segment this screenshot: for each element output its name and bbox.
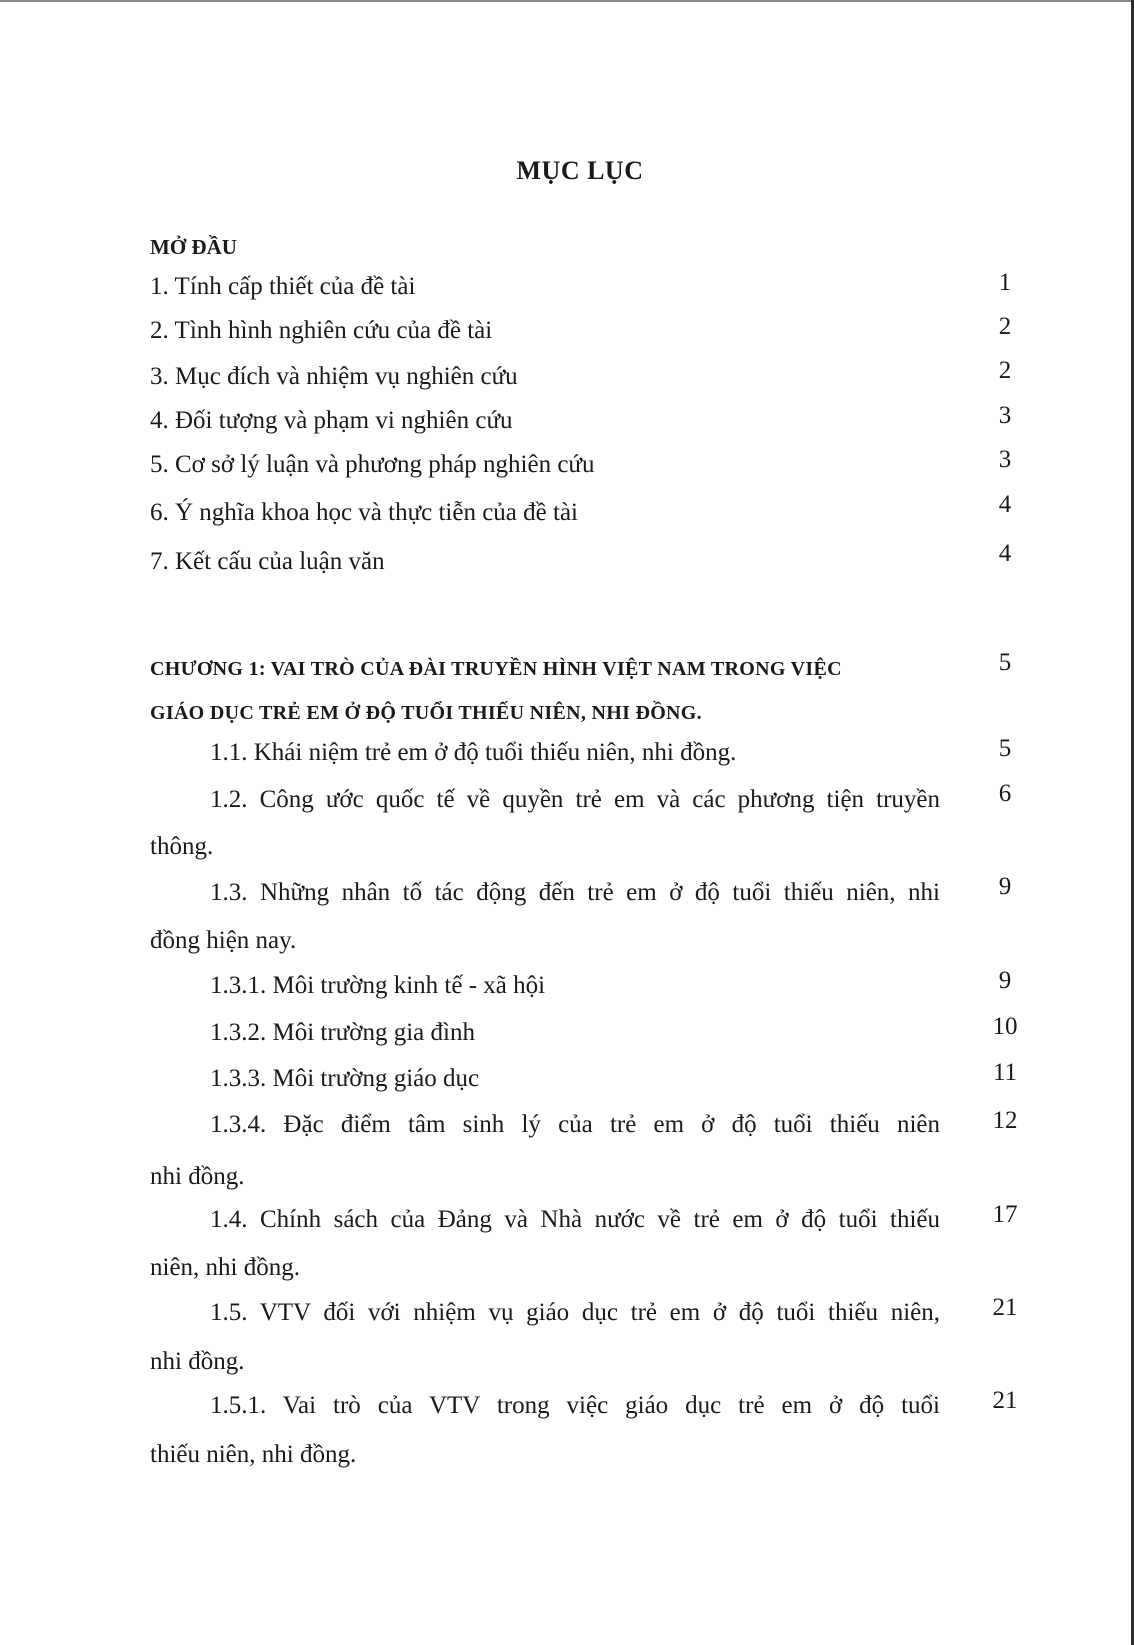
toc-entry-page: 2 <box>998 357 1012 384</box>
toc-entry-page: 12 <box>992 1107 1018 1134</box>
toc-entry-page: 3 <box>998 446 1012 473</box>
toc-entry-label: 1.4. Chính sách của Đảng và Nhà nước về trẻ em ở độ tuổi thiếu <box>210 1206 940 1233</box>
toc-entry-label: 1.5. VTV đối với nhiệm vụ giáo dục trẻ em ở độ tuổi thiếu niên, <box>210 1299 940 1326</box>
toc-entry-page: 6 <box>998 780 1012 807</box>
toc-entry-page: 21 <box>992 1387 1018 1414</box>
toc-entry-page: 9 <box>998 967 1012 994</box>
toc-entry-page: 11 <box>992 1059 1018 1086</box>
chapter-heading-line-1: CHƯƠNG 1: VAI TRÒ CỦA ĐÀI TRUYỀN HÌNH VIỆT NAM TRONG VIỆC <box>150 658 842 680</box>
intro-heading: MỞ ĐẦU <box>150 235 237 259</box>
scan-edge-top <box>0 0 1134 2</box>
toc-entry-continuation: niên, nhi đồng. <box>150 1254 300 1281</box>
toc-entry-page: 10 <box>992 1013 1018 1040</box>
toc-entry-label: 3. Mục đích và nhiệm vụ nghiên cứu <box>150 363 518 390</box>
toc-entry-continuation: nhi đồng. <box>150 1163 245 1190</box>
toc-entry-continuation: thiếu niên, nhi đồng. <box>150 1441 357 1468</box>
toc-entry-label: 4. Đối tượng và phạm vi nghiên cứu <box>150 407 513 434</box>
toc-entry-page: 17 <box>992 1201 1018 1228</box>
toc-entry-label: 1.2. Công ước quốc tế về quyền trẻ em và các phương tiện truyền <box>210 786 940 813</box>
toc-entry-page: 1 <box>998 269 1012 296</box>
toc-entry-label: 1.5.1. Vai trò của VTV trong việc giáo dục trẻ em ở độ tuổi <box>210 1392 940 1419</box>
toc-entry-label: 1.3. Những nhân tố tác động đến trẻ em ở độ tuổi thiếu niên, nhi <box>210 879 940 906</box>
chapter-heading-page: 5 <box>998 649 1012 676</box>
toc-entry-label: 1.1. Khái niệm trẻ em ở độ tuổi thiếu niên, nhi đồng. <box>210 739 737 766</box>
toc-entry-page: 3 <box>998 402 1012 429</box>
toc-entry-label: 5. Cơ sở lý luận và phương pháp nghiên cứu <box>150 451 595 478</box>
toc-entry-page: 9 <box>998 873 1012 900</box>
toc-entry-label: 2. Tình hình nghiên cứu của đề tài <box>150 317 493 344</box>
page-title: MỤC LỤC <box>516 156 644 185</box>
toc-entry-label: 1.3.2. Môi trường gia đình <box>210 1019 475 1046</box>
toc-entry-page: 2 <box>998 313 1012 340</box>
toc-entry-label: 7. Kết cấu của luận văn <box>150 548 385 575</box>
toc-entry-label: 6. Ý nghĩa khoa học và thực tiễn của đề tài <box>150 499 578 526</box>
toc-entry-label: 1.3.4. Đặc điểm tâm sinh lý của trẻ em ở độ tuổi thiếu niên <box>210 1111 940 1138</box>
toc-entry-page: 21 <box>992 1294 1018 1321</box>
toc-entry-label: 1.3.3. Môi trường giáo dục <box>210 1065 480 1092</box>
toc-entry-page: 4 <box>998 491 1012 518</box>
toc-entry-continuation: thông. <box>150 833 214 860</box>
toc-entry-page: 4 <box>998 540 1012 567</box>
toc-entry-continuation: nhi đồng. <box>150 1348 245 1375</box>
chapter-heading-line-2: GIÁO DỤC TRẺ EM Ở ĐỘ TUỔI THIẾU NIÊN, NHI ĐỒNG. <box>150 702 702 724</box>
toc-entry-label: 1. Tính cấp thiết của đề tài <box>150 273 416 300</box>
toc-entry-label: 1.3.1. Môi trường kinh tế - xã hội <box>210 972 546 999</box>
toc-entry-continuation: đồng hiện nay. <box>150 927 297 954</box>
toc-entry-page: 5 <box>998 735 1012 762</box>
